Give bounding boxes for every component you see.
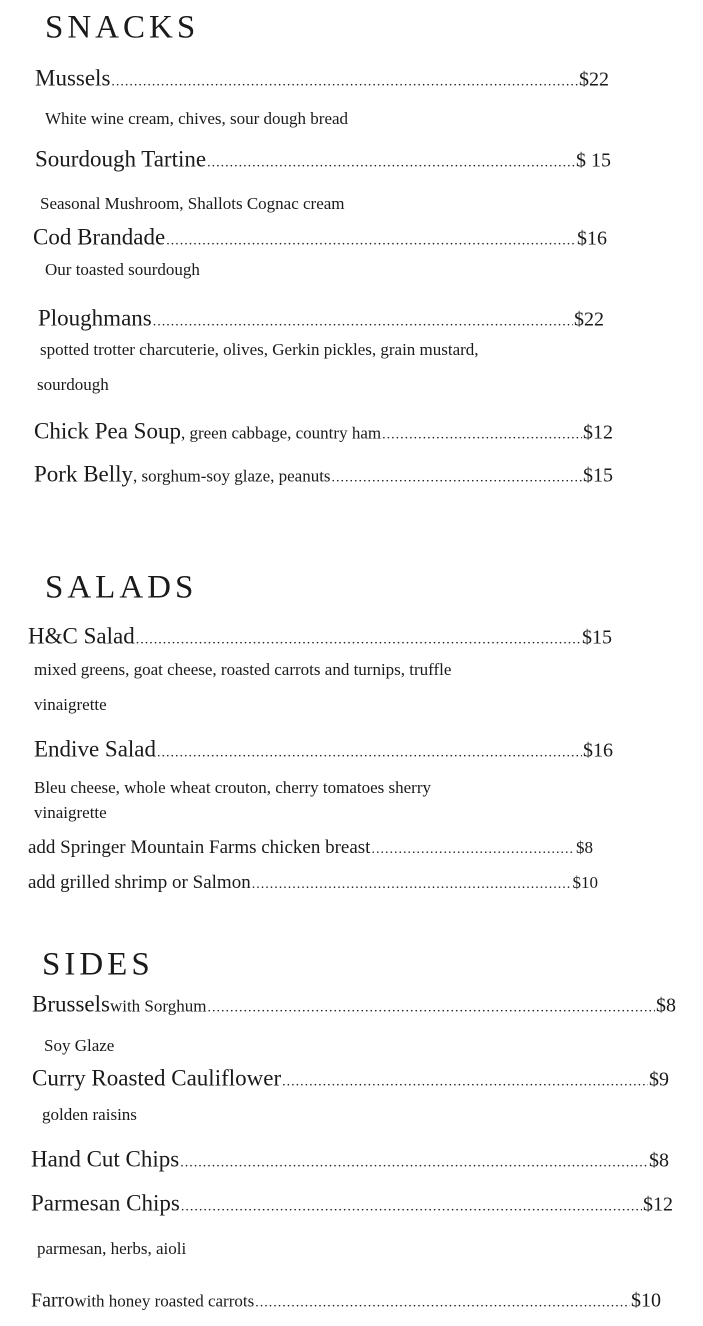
menu-item [31,1147,669,1173]
menu-item-detail: , sorghum-soy glaze, peanuts [133,466,331,486]
menu-item [32,992,676,1018]
dot-leader [371,842,575,858]
menu-item-name: Cod Brandade [33,224,166,250]
menu-item-description: Our toasted sourdough [45,260,200,279]
menu-item-price: $10 [631,1289,661,1312]
menu-item-name: Sourdough Tartine [35,146,207,172]
menu-item-price: $22 [574,308,604,331]
menu-item-name: Farro [31,1289,75,1312]
dot-leader [382,428,582,444]
menu-item-name: Endive Salad [34,736,156,762]
menu-item-price: $ 15 [576,149,611,172]
menu-item [35,147,611,173]
menu-item-description: mixed greens, goat cheese, roasted carrots and turnips, truffle [34,660,452,679]
menu-item-price: $12 [643,1193,673,1216]
dot-leader [157,746,582,762]
menu-item-detail: with Sorghum [109,996,207,1016]
menu-item [38,306,604,332]
menu-item [28,837,593,859]
menu-item-price: $15 [582,626,612,649]
dot-leader [282,1075,648,1091]
menu-item [31,1289,661,1312]
menu-item-description: vinaigrette [34,695,107,714]
dot-leader [181,1200,642,1216]
dot-leader [332,471,582,487]
dot-leader [207,1001,655,1017]
menu-item-name: add Springer Mountain Farms chicken breast [28,836,371,858]
menu-item-name: Chick Pea Soup [34,418,181,444]
menu-item [34,737,613,763]
menu-item-description: vinaigrette [34,803,107,822]
menu-item [31,1191,673,1217]
menu-item-name: Brussels [32,991,110,1017]
menu-item [32,1066,669,1092]
menu-item-price: $16 [583,739,613,762]
menu-item-price: $8 [576,837,593,857]
menu-item [34,462,613,488]
menu-item-description: Soy Glaze [44,1036,115,1055]
menu-item-description: parmesan, herbs, aioli [37,1239,187,1258]
menu-item-price: $9 [649,1068,669,1091]
dot-leader [252,877,572,893]
dot-leader [136,633,581,649]
menu-item-name: Hand Cut Chips [31,1146,180,1172]
dot-leader [207,156,575,172]
menu-item-price: $12 [583,421,613,444]
dot-leader [166,234,576,250]
section-heading-salads: SALADS [45,569,198,606]
menu-item-name: Curry Roasted Cauliflower [32,1065,282,1091]
menu-item [33,225,607,251]
menu-item-price: $8 [649,1149,669,1172]
menu-item-description: sourdough [37,375,109,394]
menu-item-name: Ploughmans [38,305,152,331]
menu-item-price: $22 [579,68,609,91]
menu-item-description: Bleu cheese, whole wheat crouton, cherry tomatoes sherry [34,778,431,797]
menu-item-description: White wine cream, chives, sour dough bread [45,109,349,128]
menu-item-price: $8 [656,994,676,1017]
menu-item-name: Parmesan Chips [31,1190,180,1216]
menu-item [28,624,612,650]
section-heading-snacks: SNACKS [45,9,200,46]
dot-leader [111,75,578,91]
menu-item-detail: with honey roasted carrots [74,1291,255,1311]
menu-item [34,419,613,445]
dot-leader [255,1295,630,1311]
dot-leader [153,315,573,331]
menu-item-description: spotted trotter charcuterie, olives, Gerkin pickles, grain mustard, [40,340,479,359]
menu-item-description: Seasonal Mushroom, Shallots Cognac cream [40,194,345,213]
section-heading-sides: SIDES [42,946,154,983]
menu-item-name: H&C Salad [28,623,135,649]
menu-item [35,66,609,92]
menu-item-name: Pork Belly [34,461,134,487]
menu-item-description: golden raisins [42,1105,137,1124]
menu-item [28,872,598,894]
menu-item-name: add grilled shrimp or Salmon [28,871,251,893]
menu-item-price: $16 [577,227,607,250]
menu-item-detail: , green cabbage, country ham [180,423,382,443]
dot-leader [180,1156,648,1172]
menu-item-name: Mussels [35,65,111,91]
menu-item-price: $10 [572,872,598,892]
menu-item-price: $15 [583,464,613,487]
